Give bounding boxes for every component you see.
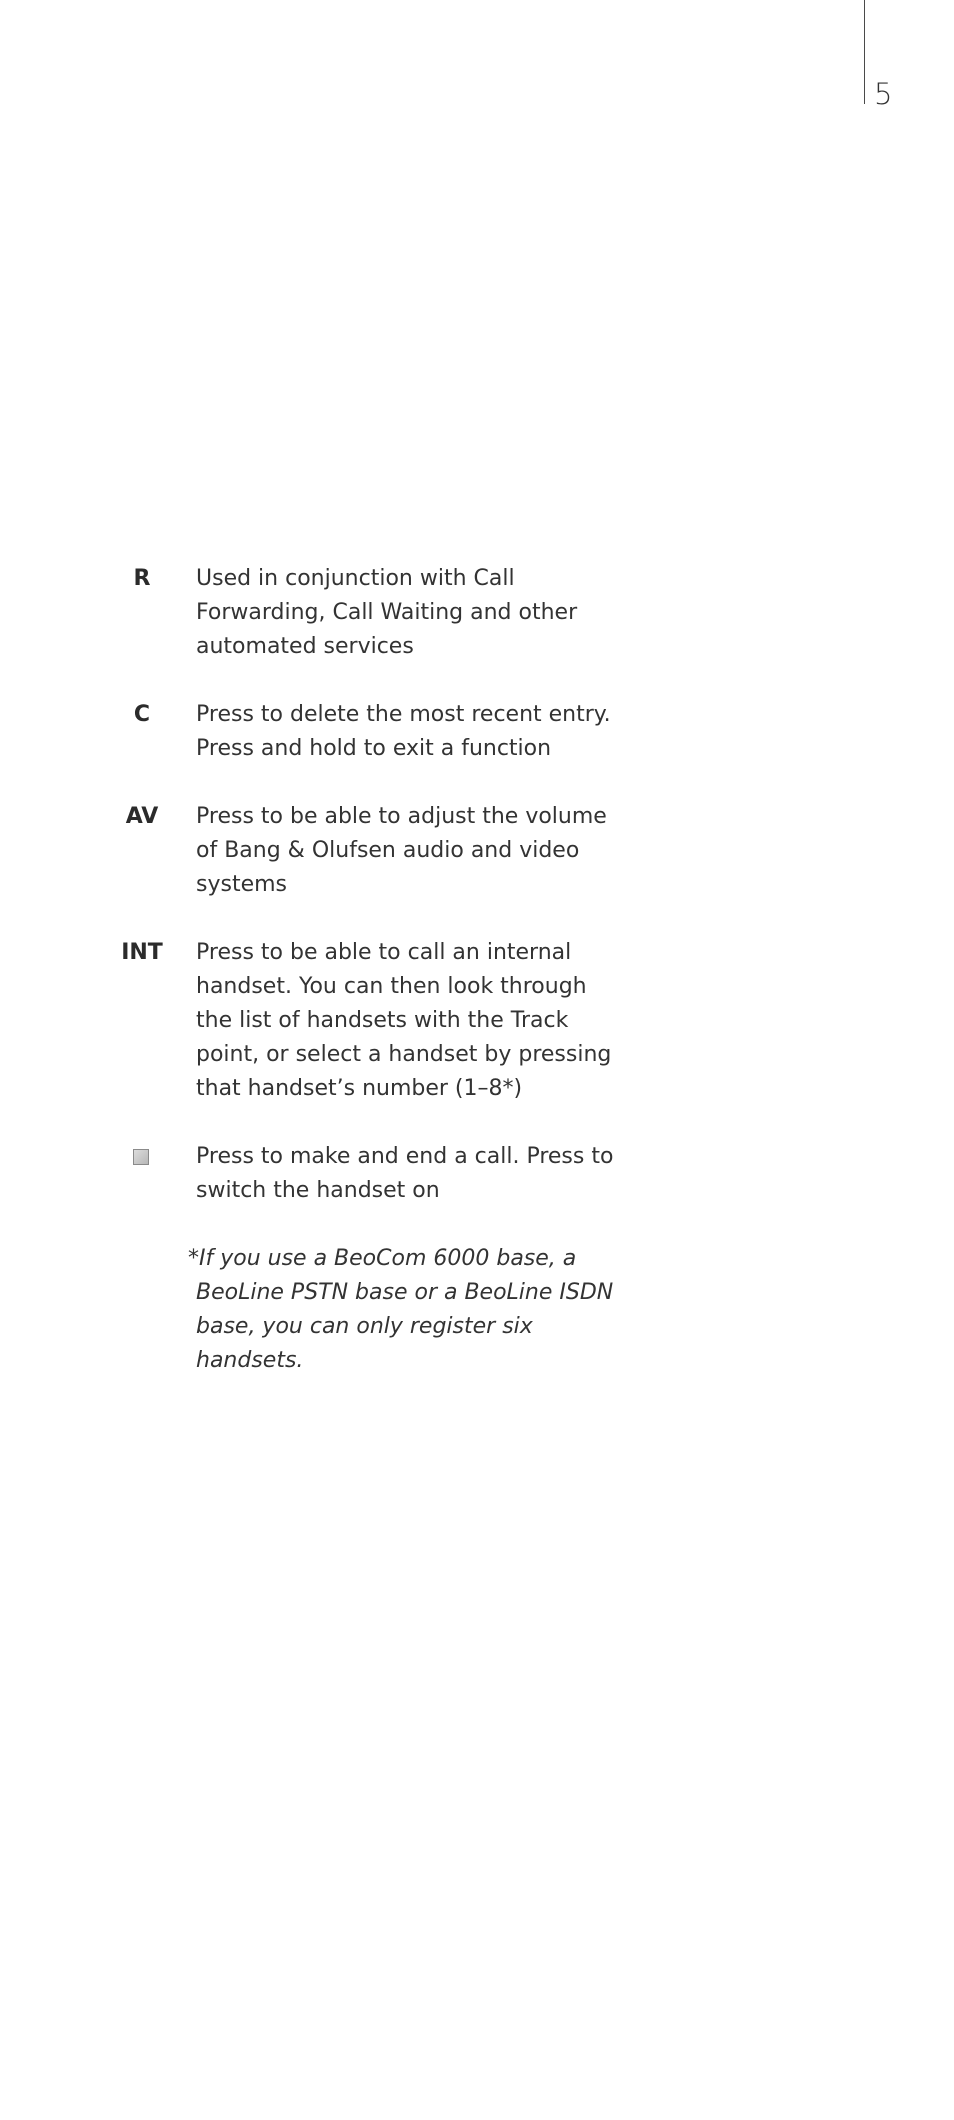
footnote-line-3: base, you can only register six handsets.: [196, 1314, 533, 1373]
footnote-line-1: *If you use a BeoCom 6000 base, a: [188, 1246, 577, 1271]
key-label-av: AV: [125, 804, 159, 829]
call-button-square-icon: [133, 1149, 149, 1165]
description-av: Press to be able to adjust the volume of Bang & Olufsen audio and video systems: [196, 804, 607, 897]
entry-c-button: [0, 698, 954, 766]
entry-av-button: [0, 800, 954, 902]
footnote: [188, 1242, 628, 1378]
key-label-r: R: [133, 566, 151, 591]
page-margin-rule: [864, 0, 865, 104]
description-int: Press to be able to call an internal handset. You can then look through the list of handsets with the Track point, or select a handset by pressing that handset’s number (1–8*): [196, 940, 612, 1101]
page-number: 5: [874, 77, 893, 111]
description-call: Press to make and end a call. Press to switch the handset on: [196, 1144, 614, 1203]
entry-r-button: [0, 562, 954, 664]
key-label-int: INT: [121, 940, 163, 965]
key-label-c: C: [133, 702, 151, 727]
button-descriptions: [0, 562, 954, 1378]
entry-call-button: [0, 1140, 954, 1208]
description-r: Used in conjunction with Call Forwarding, Call Waiting and other automated services: [196, 566, 578, 659]
entry-int-button: [0, 936, 954, 1106]
key-label-call: [112, 1140, 172, 1174]
description-c: Press to delete the most recent entry. Press and hold to exit a function: [196, 702, 611, 761]
footnote-line-2: BeoLine PSTN base or a BeoLine ISDN: [196, 1280, 614, 1305]
